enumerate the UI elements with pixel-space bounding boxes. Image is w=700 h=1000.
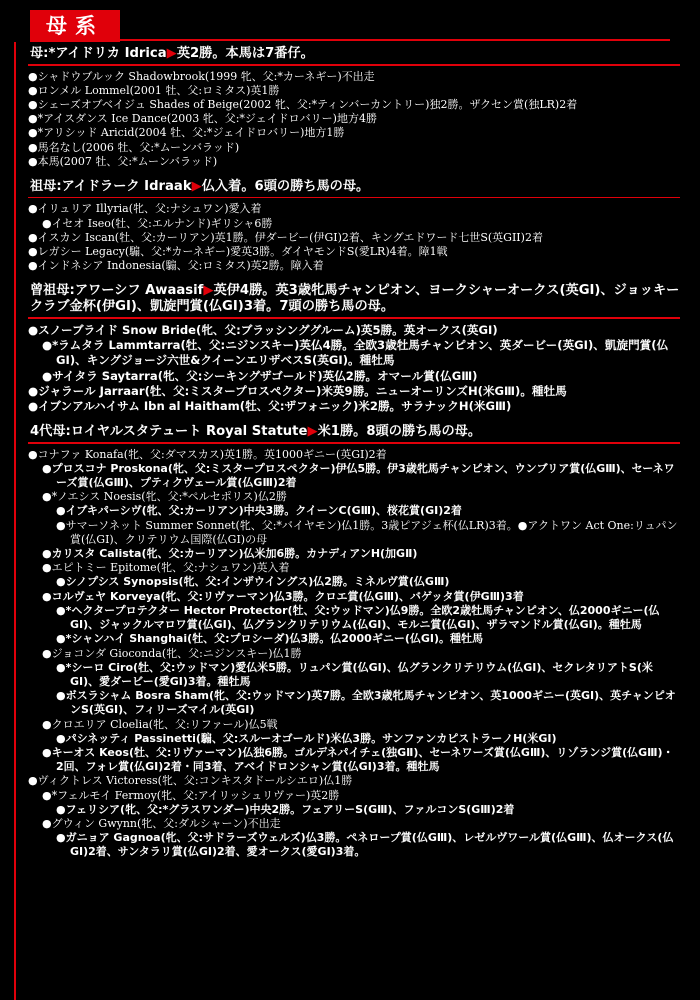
list-item: ●*シャンハイ Shanghai(牡、父:プロシーダ)仏3勝。仏2000ギニー(仏GI)。種牡馬 xyxy=(56,632,483,646)
list-item: ●本馬(2007 牡、父:*ムーンバラッド) xyxy=(28,154,218,168)
list-item: ●イスカン Iscan(牡、父:カーリアン)英1勝。伊ダービー(伊GI)2着、キングエドワード七世S(英GII)2着 xyxy=(28,230,543,244)
arrow-icon: ▶ xyxy=(203,283,214,299)
heading-divider xyxy=(28,317,680,319)
list-item: ●カリスタ Calista(牝、父:カーリアン)仏米加6勝。カナディアンH(加GⅡ) xyxy=(42,547,418,561)
list-item: ●*フェルモイ Fermoy(牝、父:アイリッシュリヴァー)英2勝 xyxy=(42,788,340,802)
list-item: ●ジョコンダ Gioconda(牝、父:ニジンスキー)仏1勝 xyxy=(42,646,302,660)
section-title-box xyxy=(30,10,120,42)
list-item: ●ガニョア Gagnoa(牝、父:サドラーズウェルズ)仏3勝。ペネロープ賞(仏GⅢ)、レゼルヴワール賞(仏GⅢ)、仏オークス(仏GI)2着、サンタラリ賞(仏GI)2着、愛オークス(愛GI)3着。 xyxy=(56,831,674,859)
arrow-icon: ▶ xyxy=(307,424,318,440)
great-granddam-heading: 曾祖母:アワーシフ Awaasif▶英伊4勝。英3歳牝馬チャンピオン、ヨークシャーオークス(英GI)、ジョッキークラブ金杯(伊GI)、凱旋門賞(仏GI)3着。7頭の勝ち馬の母。 xyxy=(30,283,680,315)
fourth-dam-heading: 4代母:ロイヤルスタテュート Royal Statute▶米1勝。8頭の勝ち馬の母。 xyxy=(30,424,482,440)
list-item: ●シノプシス Synopsis(牝、父:インザウイングス)仏2勝。ミネルヴ賞(仏GⅢ) xyxy=(56,575,450,589)
pedigree-content xyxy=(28,46,680,860)
list-item: ●ヴィクトレス Victoress(牝、父:コンキスタドールシエロ)仏1勝 xyxy=(28,774,353,788)
title-divider xyxy=(30,39,670,41)
list-item: ●イブキパーシヴ(牝、父:カーリアン)中央3勝。クイーンC(GⅢ)、桜花賞(GI)2着 xyxy=(56,504,462,518)
list-item: ●*アリシッド Aricid(2004 牡、父:*ジェイドロバリー)地方1勝 xyxy=(28,126,345,140)
list-item: ●*アイスダンス Ice Dance(2003 牝、父:*ジェイドロバリー)地方4勝 xyxy=(28,112,377,126)
granddam-heading: 祖母:アイドラーク Idraak▶仏入着。6頭の勝ち馬の母。 xyxy=(30,178,370,194)
list-item: ●キーオス Keos(牡、父:リヴァーマン)仏独6勝。ゴルデネパイチェ(独GⅡ)、セーネワーズ賞(仏GⅢ)、リゾランジ賞(仏GⅢ)・2回、フォレ賞(仏GI)2着・同3着、アベイドロンシャン賞(仏GI)3着。種牡馬 xyxy=(42,745,674,774)
list-item: ●イセオ Iseo(牡、父:エルナンド)ギリシャ6勝 xyxy=(42,216,273,230)
heading-divider xyxy=(28,64,680,66)
dam-heading: 母:*アイドリカ Idrica▶英2勝。本馬は7番仔。 xyxy=(30,46,314,61)
list-item: ●グウィン Gwynn(牝、父:ダルシャーン)不出走 xyxy=(42,816,281,830)
list-item: ●ボスラシャム Bosra Sham(牝、父:ウッドマン)英7勝。全欧3歳牝馬チャンピオン、英1000ギニー(英GI)、英チャンピオンS(英GI)、フィリーズマイル(英GI) xyxy=(56,689,676,717)
list-item: ●エピトミー Epitome(牝、父:ナシュワン)英入着 xyxy=(42,561,290,575)
list-item: ●サイタラ Saytarra(牝、父:シーキングザゴールド)英仏2勝。オマール賞(仏GⅢ) xyxy=(42,368,478,383)
list-item: ●サマーソネット Summer Sonnet(牝、父:*バイヤモン)仏1勝。3歳ピアジェ杯(仏LR)3着。●アクトワン Act One:リュパン賞(仏GI)、クリテリウム国際(仏GI)の母 xyxy=(56,518,678,546)
list-item: ●ロンメル Lommel(2001 牡、父:ロミタス)英1勝 xyxy=(28,83,280,97)
list-item: ●*ノエシス Noesis(牝、父:*ペルセポリス)仏2勝 xyxy=(42,490,287,504)
pedigree-vertical-line xyxy=(14,42,16,1000)
list-item: ●インドネシア Indonesia(騸、父:ロミタス)英2勝。障入着 xyxy=(28,259,324,273)
list-item: ●プロスコナ Proskona(牝、父:ミスタープロスペクター)伊仏5勝。伊3歳牝馬チャンピオン、ウンブリア賞(仏GⅢ)、セーネワーズ賞(仏GⅢ)、プティクヴェール賞(仏GⅢ)2着 xyxy=(42,461,675,490)
list-item: ●クロエリア Cloelia(牝、父:リファール)仏5戦 xyxy=(42,717,278,731)
list-item: ●シャドウブルック Shadowbrook(1999 牝、父:*カーネギー)不出走 xyxy=(28,69,375,83)
list-item: ●シェーズオブベイジュ Shades of Beige(2002 牝、父:*ティンバーカントリー)独2勝。ザクセン賞(独LR)2着 xyxy=(28,97,578,111)
list-item: ●コルヴェヤ Korveya(牝、父:リヴァーマン)仏3勝。クロエ賞(仏GⅢ)、バゲッタ賞(伊GⅢ)3着 xyxy=(42,589,524,603)
heading-divider xyxy=(28,197,680,199)
list-item: ●パシネッティ Passinetti(騸、父:スルーオゴールド)米仏3勝。サンファンカピストラーノH(米GI) xyxy=(56,731,557,745)
list-item: ●*ラムタラ Lammtarra(牡、父:ニジンスキー)英仏4勝。全欧3歳牡馬チャンピオン、英ダービー(英GI)、凱旋門賞(仏GI)、キングジョージ六世&クイーンエリザベスS(英GI)。種牡馬 xyxy=(42,338,669,368)
list-item: ●馬名なし(2006 牡、父:*ムーンバラッド) xyxy=(28,140,240,154)
section-title: 母系 xyxy=(46,14,104,38)
list-item: ●*シーロ Ciro(牡、父:ウッドマン)愛仏米5勝。リュパン賞(仏GI)、仏グランクリテリウム(仏GI)、セクレタリアトS(米GI)、愛ダービー(愛GI)3着。種牡馬 xyxy=(56,660,653,688)
list-item: ●コナファ Konafa(牝、父:ダマスカス)英1勝。英1000ギニー(英GI)2着 xyxy=(28,447,387,461)
list-item: ●スノーブライド Snow Bride(牝、父:ブラッシンググルーム)英5勝。英オークス(英GI) xyxy=(28,322,498,337)
arrow-icon: ▶ xyxy=(191,178,202,194)
list-item: ●イブンアルハイサム Ibn al Haitham(牡、父:ザフォニック)米2勝。サラナックH(米GⅢ) xyxy=(28,398,512,413)
list-item: ●*ヘクタープロテクター Hector Protector(牡、父:ウッドマン)仏9勝。全欧2歳牡馬チャンピオン、仏2000ギニー(仏GI)、ジャックルマロワ賞(仏GI)、仏グランクリテリウム(仏GI)、モルニ賞(仏GI)、ザラマンドル賞(仏GI)。種牡馬 xyxy=(56,603,660,632)
list-item: ●レガシー Legacy(騸、父:*カーネギー)愛英3勝。ダイヤモンドS(愛LR)4着。障1戦 xyxy=(28,245,448,259)
heading-divider xyxy=(28,442,680,444)
arrow-icon: ▶ xyxy=(166,46,177,61)
list-item: ●フェリシア(牝、父:*グラスワンダー)中央2勝。フェアリーS(GⅢ)、ファルコンS(GⅢ)2着 xyxy=(56,802,515,816)
list-item: ●イリュリア Illyria(牝、父:ナシュワン)愛入着 xyxy=(28,202,262,216)
list-item: ●ジャラール Jarraar(牡、父:ミスタープロスペクター)米英9勝。ニューオーリンズH(米GⅢ)。種牡馬 xyxy=(28,383,567,398)
